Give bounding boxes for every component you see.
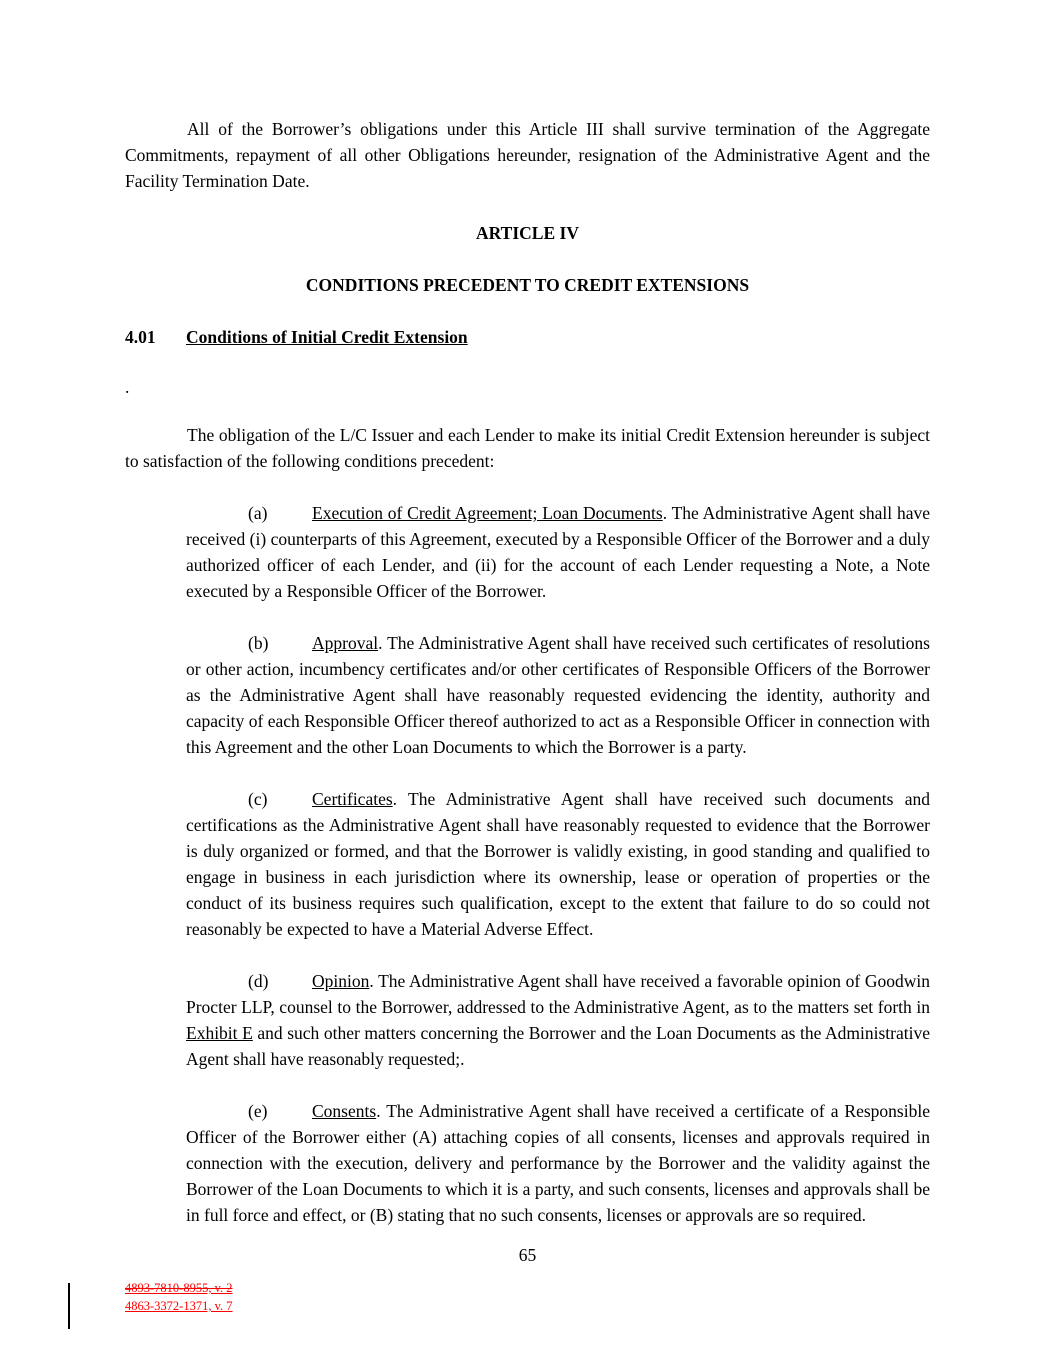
subsection-e [186,1098,930,1228]
subsection-c [186,786,930,942]
subsection-e-label: (e) [248,1101,268,1121]
subsection-b-text: . The Administrative Agent shall have received such certificates of resolutions or other action, incumbency certificates and/or other certificates of Responsible Officers of the Borrower as the Administrative Agent shall have reasonably requested evidencing the identity, authority and capacity of each Responsible Officer thereof authorized to act as a Responsible Officer in connection with this Agreement and the other Loan Documents to which the Borrower is a party. [186,633,930,757]
subsection-d-label: (d) [248,971,269,991]
subsection-e-title: Consents [312,1101,377,1121]
section-title: Conditions of Initial Credit Extension [186,327,468,347]
exhibit-e-reference: Exhibit E [186,1023,253,1043]
article-subheading: CONDITIONS PRECEDENT TO CREDIT EXTENSIONS [305,275,750,295]
page-number: 65 [518,1245,537,1265]
subsection-d-text-after: and such other matters concerning the Borrower and the Loan Documents as the Administrative Agent shall have reasonably requested;. [186,1023,931,1069]
subsection-b [186,630,930,760]
change-bar-icon [68,1283,70,1329]
article-heading: ARTICLE IV [476,223,579,243]
subsection-b-title: Approval [312,633,379,653]
subsection-d-text-before: . The Administrative Agent shall have received a favorable opinion of Goodwin Procter LLP, counsel to the Borrower, addressed to the Administrative Agent, as to the matters set forth in [186,971,930,1017]
subsection-a-title: Execution of Credit Agreement; Loan Documents [312,503,663,523]
intro-paragraph: All of the Borrower’s obligations under this Article III shall survive termination of the Aggregate Commitments, repayment of all other Obligations hereunder, resignation of the Administrative Agent and the Facility Termination Date. [125,119,930,191]
section-heading [125,324,930,350]
subsection-d [186,968,930,1072]
subsection-b-label: (b) [248,633,269,653]
lead-paragraph: The obligation of the L/C Issuer and each Lender to make its initial Credit Extension hereunder is subject to satisfaction of the following conditions precedent: [125,425,930,471]
section-number: 4.01 [125,327,156,347]
subsection-e-text: . The Administrative Agent shall have received a certificate of a Responsible Officer of the Borrower either (A) attaching copies of all consents, licenses and approvals required in connection with the execution, delivery and performance by the Borrower and the validity against the Borrower of the Loan Documents to which it is a party, and such consents, licenses and approvals shall be in full force and effect, or (B) stating that no such consents, licenses or approvals are so required. [186,1101,930,1225]
subsection-c-label: (c) [248,789,268,809]
subsection-a [186,500,930,604]
doc-id-new: 4863-3372-1371, v. 7 [125,1299,233,1313]
subsection-c-title: Certificates [312,789,393,809]
subsection-d-title: Opinion [312,971,370,991]
stray-period: . [125,377,130,397]
subsection-c-text: . The Administrative Agent shall have received such documents and certifications as the Administrative Agent shall have reasonably requested to evidence that the Borrower is duly organized or formed, and that the Borrower is validly existing, in good standing and qualified to engage in business in each jurisdiction where its ownership, lease or operation of properties or the conduct of its business requires such qualification, except to the extent that failure to do so could not reasonably be expected to have a Material Adverse Effect. [186,789,930,939]
doc-id-old: 4893-7810-8955, v. 2 [125,1281,233,1295]
subsection-a-text: . The Administrative Agent shall have received (i) counterparts of this Agreement, executed by a Responsible Officer of the Borrower and a duly authorized officer of each Lender, and (ii) for the account of each Lender requesting a Note, a Note executed by a Responsible Officer of the Borrower. [186,503,930,601]
subsection-a-label: (a) [248,503,268,523]
footer [125,1279,233,1315]
